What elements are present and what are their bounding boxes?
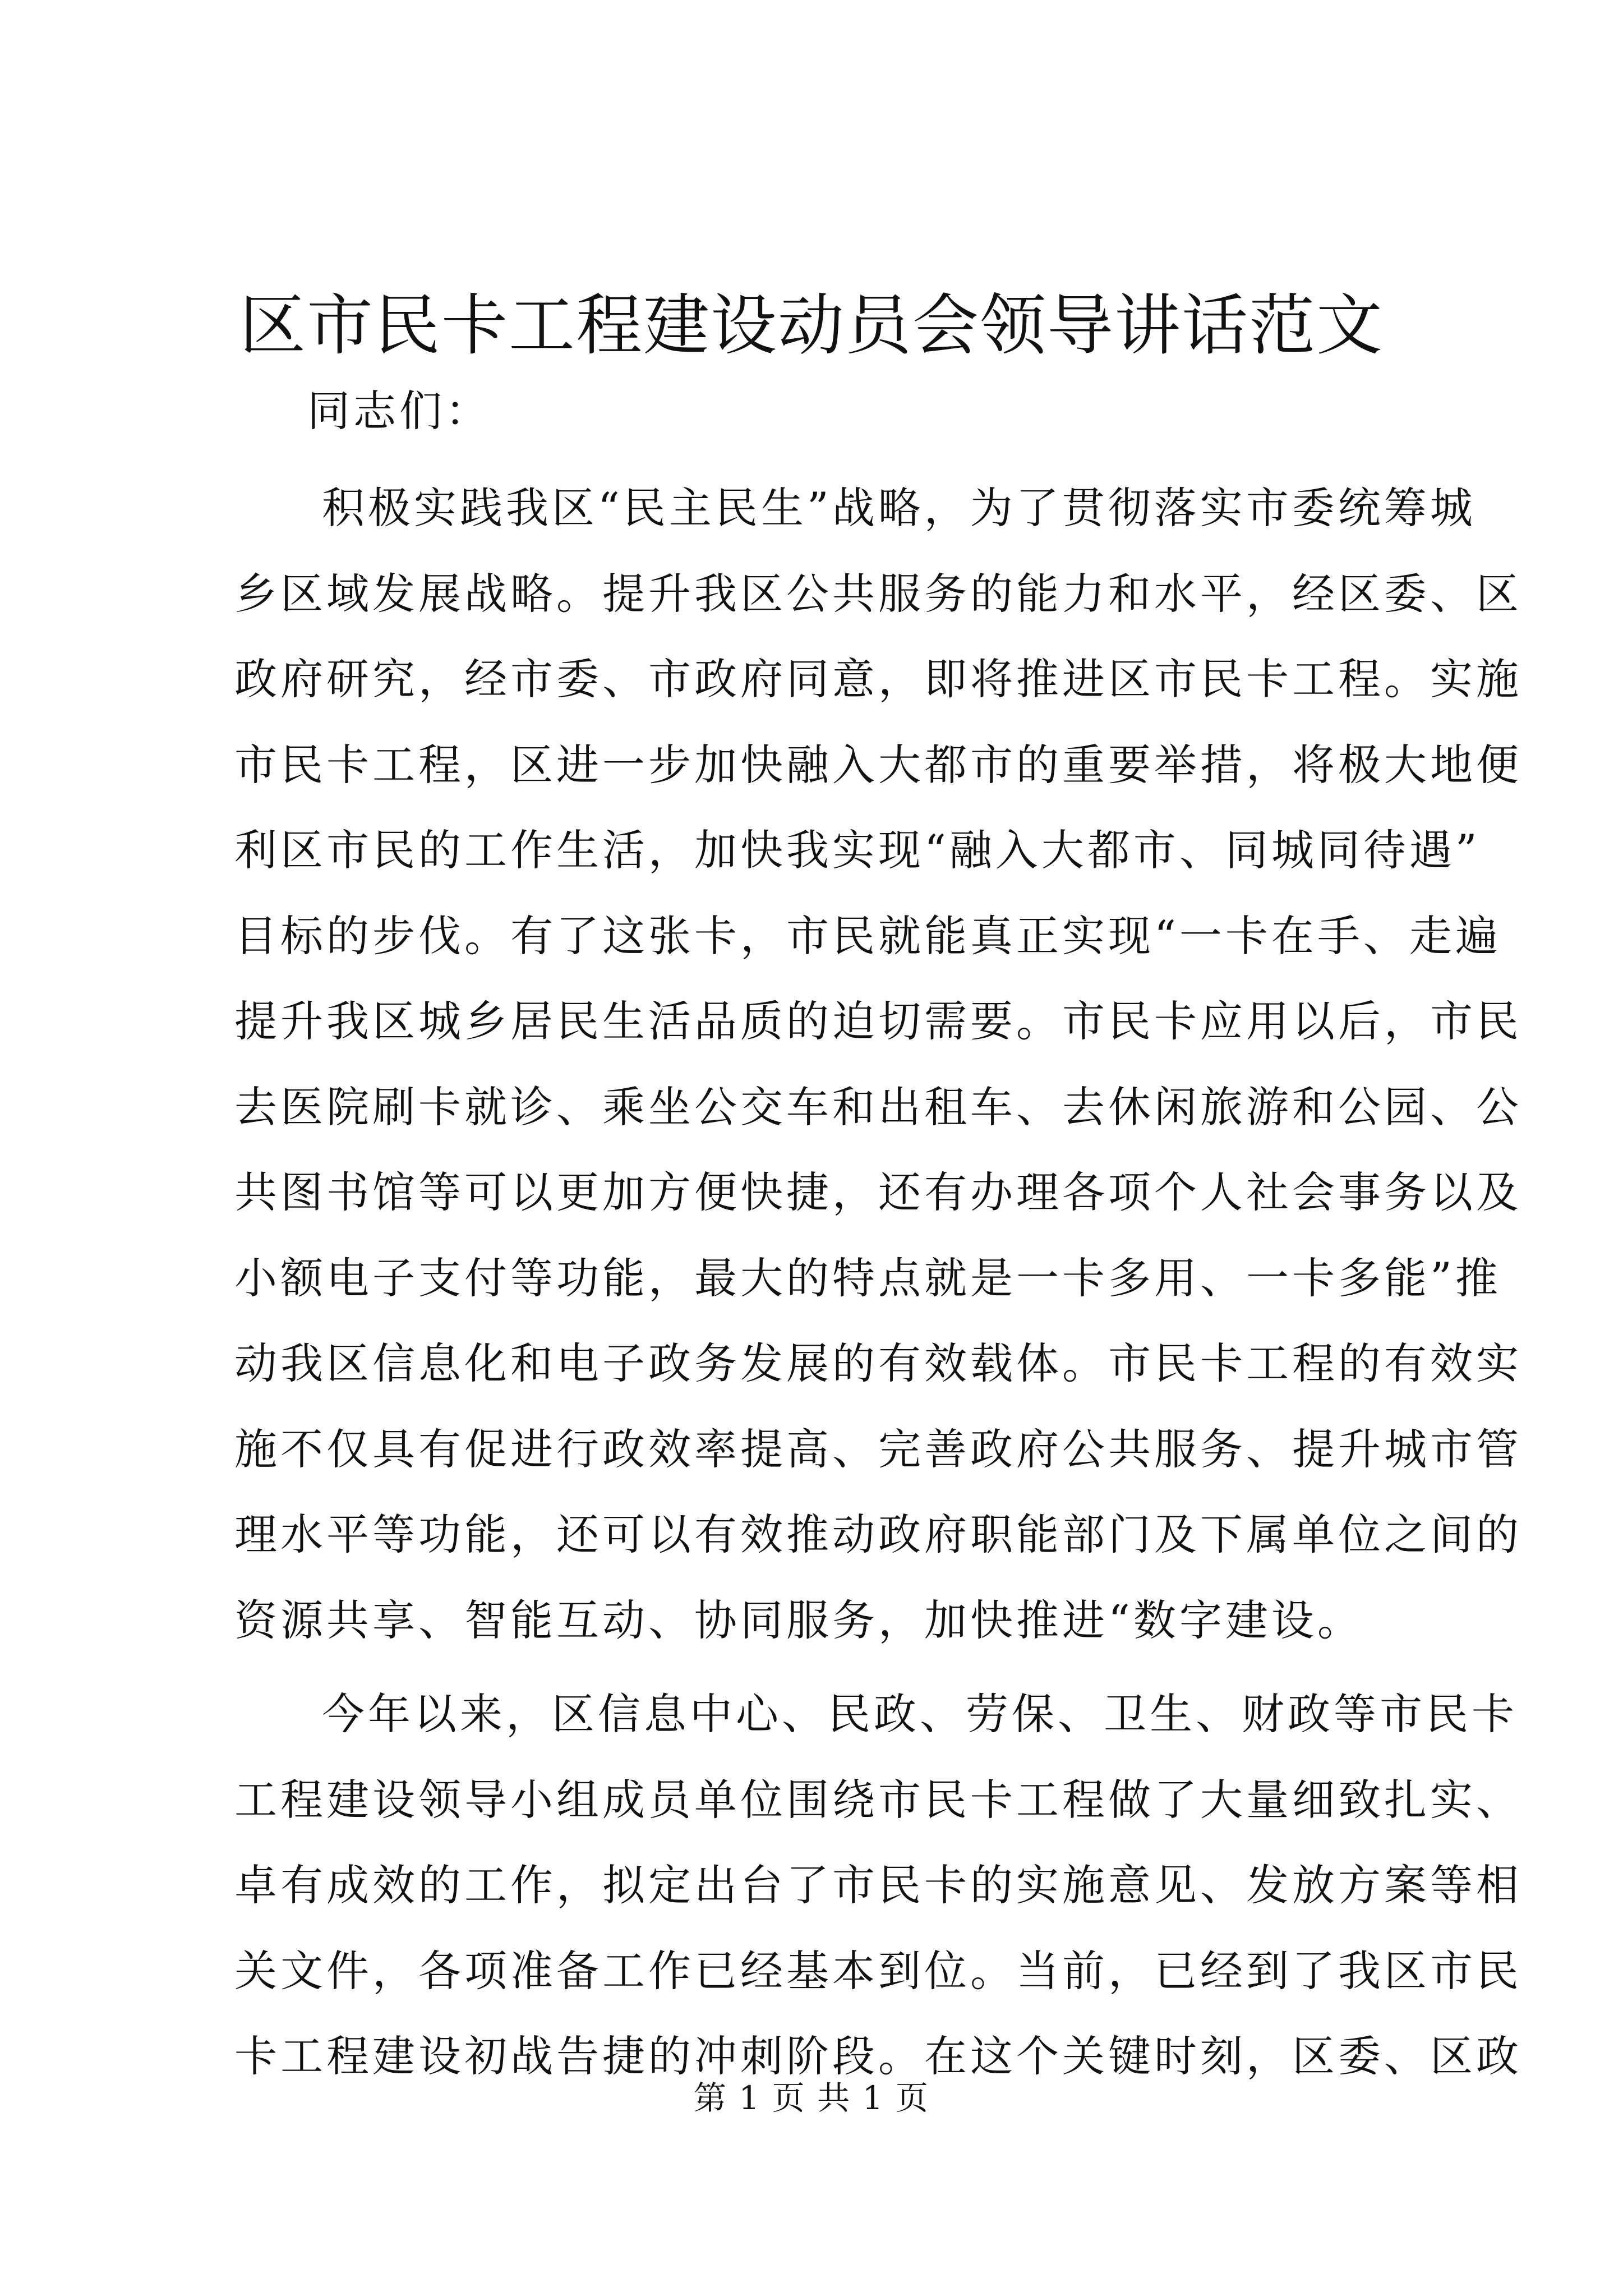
paragraph-1-line: 资源共享、智能互动、协同服务，加快推进“数字建设。 bbox=[234, 1595, 1363, 1645]
paragraph-1-line: 去医院刷卡就诊、乘坐公交车和出租车、去休闲旅游和公园、公 bbox=[234, 1082, 1522, 1132]
paragraph-2-line: 今年以来，区信息中心、民政、劳保、卫生、财政等市民卡 bbox=[322, 1689, 1518, 1739]
paragraph-2 bbox=[234, 1672, 1522, 2100]
paragraph-1-line: 市民卡工程，区进一步加快融入大都市的重要举措，将极大地便 bbox=[234, 739, 1522, 790]
paragraph-1-line: 动我区信息化和电子政务发展的有效载体。市民卡工程的有效实 bbox=[234, 1338, 1522, 1388]
paragraph-1-line: 理水平等功能，还可以有效推动政府职能部门及下属单位之间的 bbox=[234, 1510, 1522, 1559]
greeting: 同志们： bbox=[307, 386, 491, 436]
paragraph-1-line: 积极实践我区“民主民生”战略，为了贯彻落实市委统筹城 bbox=[322, 483, 1476, 533]
paragraph-2-line: 关文件，各项准备工作已经基本到位。当前，已经到了我区市民 bbox=[234, 1945, 1522, 1996]
page-footer: 第 1 页 共 1 页 bbox=[694, 2079, 929, 2117]
paragraph-1-line: 乡区域发展战略。提升我区公共服务的能力和水平，经区委、区 bbox=[234, 568, 1522, 619]
paragraph-1-line: 目标的步伐。有了这张卡，市民就能真正实现“一卡在手、走遍 bbox=[234, 910, 1501, 961]
paragraph-2-line: 卓有成效的工作，拟定出台了市民卡的实施意见、发放方案等相 bbox=[234, 1860, 1522, 1910]
paragraph-1-line: 利区市民的工作生活，加快我实现“融入大都市、同城同待遇” bbox=[234, 825, 1481, 875]
paragraph-2-line: 卡工程建设初战告捷的冲刺阶段。在这个关键时刻，区委、区政 bbox=[234, 2031, 1522, 2081]
paragraph-1-line: 小额电子支付等功能，最大的特点就是一卡多用、一卡多能”推 bbox=[234, 1253, 1501, 1303]
paragraph-1-line: 共图书馆等可以更加方便快捷，还有办理各项个人社会事务以及 bbox=[234, 1167, 1522, 1217]
paragraph-1-line: 提升我区城乡居民生活品质的迫切需要。市民卡应用以后，市民 bbox=[234, 996, 1522, 1046]
paragraph-2-line: 工程建设领导小组成员单位围绕市民卡工程做了大量细致扎实、 bbox=[234, 1774, 1522, 1825]
document-title: 区市民卡工程建设动员会领导讲话范文 bbox=[239, 287, 1384, 364]
paragraph-1-line: 政府研究，经市委、市政府同意，即将推进区市民卡工程。实施 bbox=[234, 654, 1522, 704]
paragraph-1-line: 施不仅具有促进行政效率提高、完善政府公共服务、提升城市管 bbox=[234, 1424, 1522, 1474]
paragraph-1 bbox=[234, 466, 1522, 1663]
